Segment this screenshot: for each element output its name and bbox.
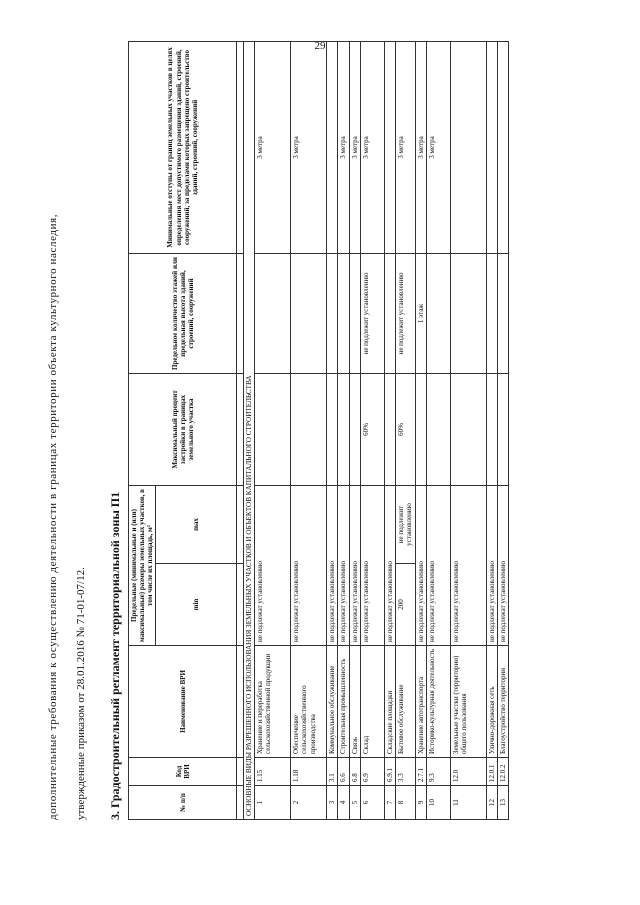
row-num: 12	[486, 786, 497, 820]
intro-text-line-1: дополнительные требования к осуществлению деятельности в границах территории объекта культурного наследия,	[47, 213, 59, 820]
header-size: Предельные (минимальные и (или) максимальные) размеры земельных участков, в том числе их площадь, м²	[129, 486, 156, 646]
header-setback: Минимальные отступы от границ земельных участков в целях определения мест допустимого размещения зданий, строений, сооружений, за пределами которых запрещено строительство зданий, строений, сооружений	[129, 42, 237, 254]
header-percent: Максимальный процент застройки в границах земельного участка	[129, 374, 237, 486]
row-floors	[486, 254, 497, 374]
row-code: 12.0.2	[497, 758, 508, 786]
table-row	[450, 42, 486, 820]
row-floors	[291, 254, 327, 374]
section-label: ОСНОВНЫЕ ВИДЫ РАЗРЕШЕННОГО ИСПОЛЬЗОВАНИЯ ЗЕМЕЛЬНЫХ УЧАСТКОВ И ОБЪЕКТОВ КАПИТАЛЬНОГО СТРОИТЕЛЬСТВА	[244, 42, 255, 820]
row-size: не подлежат установлению	[384, 486, 395, 646]
row-percent	[450, 374, 486, 486]
row-setback: 3 метра	[291, 42, 327, 254]
row-setback: 3 метра	[349, 42, 360, 254]
row-code: 9.3	[426, 758, 450, 786]
row-code: 3.1	[327, 758, 338, 786]
table-row	[395, 42, 415, 820]
header-num: № п/п	[129, 786, 237, 820]
row-name: Историко-культурная деятельность	[426, 646, 450, 758]
row-name: Коммунальное обслуживание	[327, 646, 338, 758]
row-floors	[384, 254, 395, 374]
row-name: Благоустройство территории	[497, 646, 508, 758]
table-row	[327, 42, 338, 820]
row-num: 8	[395, 786, 415, 820]
row-setback: 3 метра	[360, 42, 384, 254]
row-size: не подлежат установлению	[255, 486, 291, 646]
table-row	[360, 42, 384, 820]
row-name: Бытовое обслуживание	[395, 646, 415, 758]
header-floors: Предельное количество этажей или предельная высота зданий, строений, сооружений	[129, 254, 237, 374]
table-row	[255, 42, 291, 820]
row-num: 9	[415, 786, 426, 820]
row-code: 6.9.1	[384, 758, 395, 786]
row-num: 2	[291, 786, 327, 820]
row-percent	[338, 374, 349, 486]
row-floors	[327, 254, 338, 374]
row-num: 3	[327, 786, 338, 820]
regulation-table	[128, 41, 509, 820]
table-row	[426, 42, 450, 820]
row-floors: не подлежит установлению	[360, 254, 384, 374]
row-num: 13	[497, 786, 508, 820]
row-floors	[426, 254, 450, 374]
row-setback	[327, 42, 338, 254]
row-code: 3.3	[395, 758, 415, 786]
row-num: 6	[360, 786, 384, 820]
row-floors	[338, 254, 349, 374]
row-percent	[327, 374, 338, 486]
row-percent	[384, 374, 395, 486]
row-num: 5	[349, 786, 360, 820]
row-code: 6.8	[349, 758, 360, 786]
row-code: 6.9	[360, 758, 384, 786]
row-name: Строительная промышленность	[338, 646, 349, 758]
section-title: 3. Градостроительный регламент территориальной зоны П1	[108, 491, 122, 820]
row-percent	[255, 374, 291, 486]
row-name: Склад	[360, 646, 384, 758]
table-row	[349, 42, 360, 820]
row-num: 11	[450, 786, 486, 820]
row-size: не подлежат установлению	[486, 486, 497, 646]
table-column-number-row	[237, 42, 244, 820]
row-size: не подлежат установлению	[360, 486, 384, 646]
row-setback: 3 метра	[415, 42, 426, 254]
row-code: 1.18	[291, 758, 327, 786]
row-percent	[426, 374, 450, 486]
row-num: 10	[426, 786, 450, 820]
row-percent	[497, 374, 508, 486]
row-floors	[497, 254, 508, 374]
row-setback: 3 метра	[255, 42, 291, 254]
page-number: 29	[314, 40, 326, 52]
row-size: не подлежат установлению	[497, 486, 508, 646]
row-setback	[486, 42, 497, 254]
row-setback	[450, 42, 486, 254]
table-row	[497, 42, 508, 820]
table-row	[415, 42, 426, 820]
row-percent	[291, 374, 327, 486]
header-name: Наименование ВРИ	[129, 646, 237, 758]
row-size: не подлежат установлению	[327, 486, 338, 646]
table-row	[486, 42, 497, 820]
row-percent: 60%	[360, 374, 384, 486]
table-row	[384, 42, 395, 820]
row-size: не подлежат установлению	[450, 486, 486, 646]
header-max: max	[156, 486, 237, 564]
row-name: Хранение автотранспорта	[415, 646, 426, 758]
row-name: Земельные участки (территории) общего пользования	[450, 646, 486, 758]
row-code: 12.0.1	[486, 758, 497, 786]
row-num: 7	[384, 786, 395, 820]
table-row	[338, 42, 349, 820]
row-percent	[415, 374, 426, 486]
row-setback: 3 метра	[338, 42, 349, 254]
row-floors: 1 этаж	[415, 254, 426, 374]
intro-text-line-2: утвержденные приказом от 28.01.2016 № 71-01-07/12.	[75, 567, 87, 820]
row-num: 1	[255, 786, 291, 820]
table-section-row	[244, 42, 255, 820]
row-percent	[349, 374, 360, 486]
table-row	[291, 42, 327, 820]
row-name: Связь	[349, 646, 360, 758]
row-size: не подлежат установлению	[349, 486, 360, 646]
row-percent	[486, 374, 497, 486]
row-code: 6.6	[338, 758, 349, 786]
row-size: не подлежат установлению	[338, 486, 349, 646]
row-floors	[255, 254, 291, 374]
row-code: 1.15	[255, 758, 291, 786]
row-name: Улично-дорожная сеть	[486, 646, 497, 758]
row-code: 2.7.1	[415, 758, 426, 786]
row-num: 4	[338, 786, 349, 820]
row-setback: 3 метра	[426, 42, 450, 254]
row-name: Обеспечение сельскохозяйственного производства	[291, 646, 327, 758]
row-setback: 3 метра	[395, 42, 415, 254]
row-setback	[497, 42, 508, 254]
row-size: не подлежат установлению	[415, 486, 426, 646]
row-max: не подлежит установлению	[395, 486, 415, 564]
row-size: не подлежат установлению	[426, 486, 450, 646]
row-setback	[384, 42, 395, 254]
table-header-row	[129, 42, 156, 820]
row-min: 200	[395, 564, 415, 646]
row-floors: не подлежит установлению	[395, 254, 415, 374]
header-code: Код ВРИ	[129, 758, 237, 786]
row-floors	[450, 254, 486, 374]
row-name: Складские площадки	[384, 646, 395, 758]
row-code: 12.0	[450, 758, 486, 786]
row-name: Хранение и переработка сельскохозяйственной продукции	[255, 646, 291, 758]
row-size: не подлежат установлению	[291, 486, 327, 646]
row-percent: 60%	[395, 374, 415, 486]
header-min: min	[156, 564, 237, 646]
row-floors	[349, 254, 360, 374]
